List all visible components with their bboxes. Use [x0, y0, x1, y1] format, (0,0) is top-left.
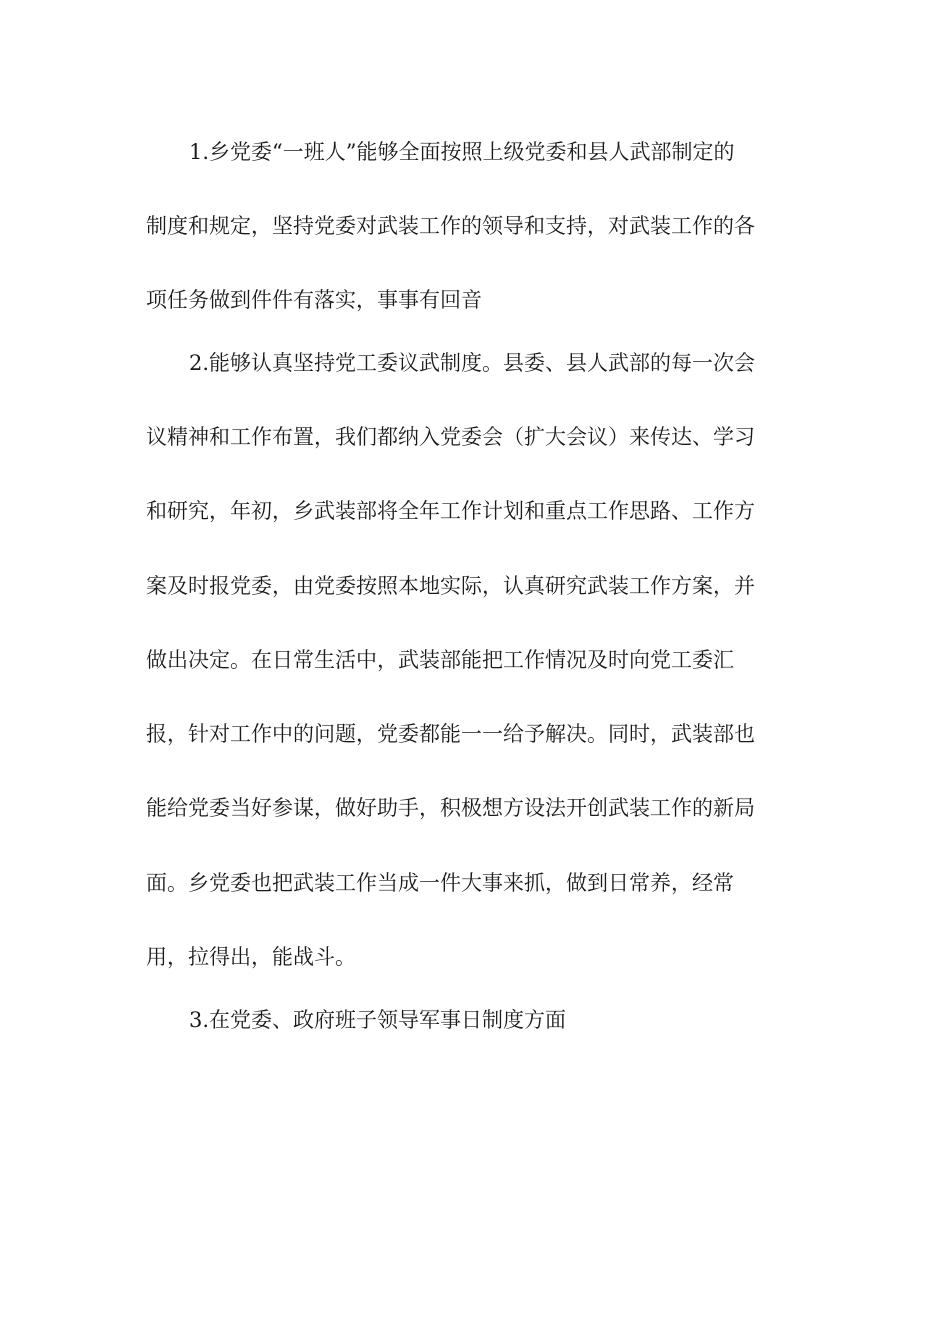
paragraph-3-line-1: 3.在党委、政府班子领导军事日制度方面: [189, 1008, 567, 1032]
paragraph-2-line-2: 议精神和工作布置，我们都纳入党委会（扩大会议）来传达、学习: [146, 425, 755, 449]
paragraph-2-line-1: 2.能够认真坚持党工委议武制度。县委、县人武部的每一次会: [189, 351, 756, 375]
paragraph-2-line-9: 用，拉得出，能战斗。: [146, 945, 356, 969]
paragraph-2-line-6: 报，针对工作中的问题，党委都能一一给予解决。同时，武装部也: [146, 722, 755, 746]
paragraph-2-line-5: 做出决定。在日常生活中，武装部能把工作情况及时向党工委汇: [146, 648, 734, 672]
paragraph-2-line-3: 和研究，年初，乡武装部将全年工作计划和重点工作思路、工作方: [146, 499, 755, 523]
paragraph-1-line-2: 制度和规定，坚持党委对武装工作的领导和支持，对武装工作的各: [146, 214, 755, 238]
paragraph-2-line-8: 面。乡党委也把武装工作当成一件大事来抓，做到日常养，经常: [146, 871, 734, 895]
paragraph-1-line-1: 1.乡党委“一班人”能够全面按照上级党委和县人武部制定的: [189, 140, 735, 164]
paragraph-1-line-3: 项任务做到件件有落实，事事有回音: [146, 288, 482, 312]
paragraph-2-line-4: 案及时报党委，由党委按照本地实际，认真研究武装工作方案，并: [146, 574, 755, 598]
paragraph-2-line-7: 能给党委当好参谋，做好助手，积极想方设法开创武装工作的新局: [146, 796, 755, 820]
